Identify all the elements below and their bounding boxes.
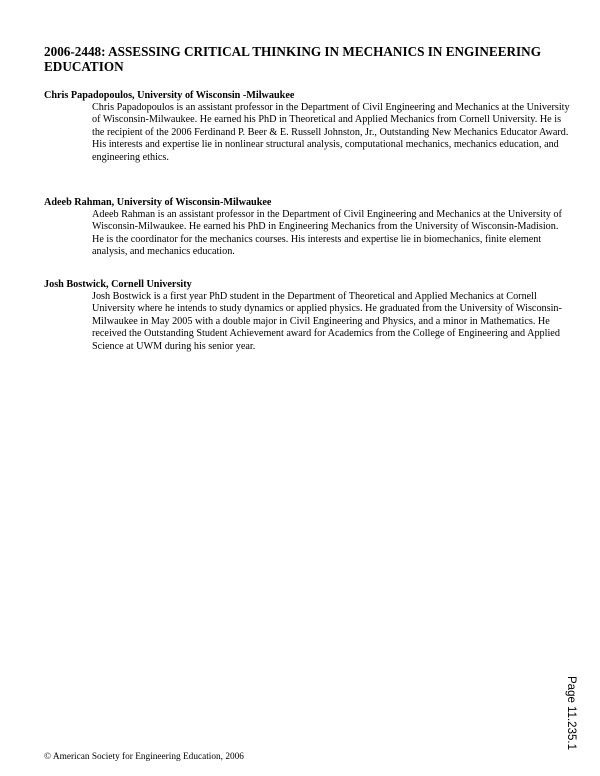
author-biography: Chris Papadopoulos is an assistant professor in the Department of Civil Engineering and Mechanics at the University of Wisconsin-Milwaukee. He earned his PhD in Theoretical and Applied Mechanics from Cornell University. He is the recipient of the 2006 Ferdinand P. Beer & E. Russell Johnston, Jr., Outstanding New Mechanics Educator Award. His interests and expertise lie in nonlinear structural analysis, computational mechanics, mechanics education, and engineering ethics. (92, 102, 570, 163)
author-heading: Josh Bostwick, Cornell University (44, 279, 192, 290)
author-bio-rahman (44, 197, 564, 259)
author-biography: Josh Bostwick is a first year PhD student in the Department of Theoretical and Applied Mechanics at Cornell University where he intends to study dynamics or applied physics. He graduated from the University of Wisconsin-Milwaukee in May 2005 with a double major in Civil Engineering and Physics, and a minor in Mathematics. He received the Outstanding Student Achievement award for Academics from the College of Engineering and Applied Science at UWM during his senior year. (92, 291, 562, 352)
author-heading: Adeeb Rahman, University of Wisconsin-Milwaukee (44, 197, 272, 208)
author-biography: Adeeb Rahman is an assistant professor in the Department of Civil Engineering and Mechanics at the University of Wisconsin-Milwaukee. He earned his PhD in Engineering Mechanics from the University of Wisconsin-Madision. He is the coordinator for the mechanics courses. His interests and expertise lie in biomechanics, finite element analysis, and mechanics education. (92, 209, 562, 258)
author-bio-papadopoulos (44, 90, 570, 164)
copyright-footer: © American Society for Engineering Education, 2006 (44, 752, 244, 762)
author-bio-bostwick (44, 279, 564, 353)
page-number: Page 11.235.1 (565, 676, 577, 750)
author-heading: Chris Papadopoulos, University of Wisconsin -Milwaukee (44, 90, 295, 101)
paper-title: 2006-2448: ASSESSING CRITICAL THINKING IN MECHANICS IN ENGINEERING EDUCATION (44, 44, 541, 74)
